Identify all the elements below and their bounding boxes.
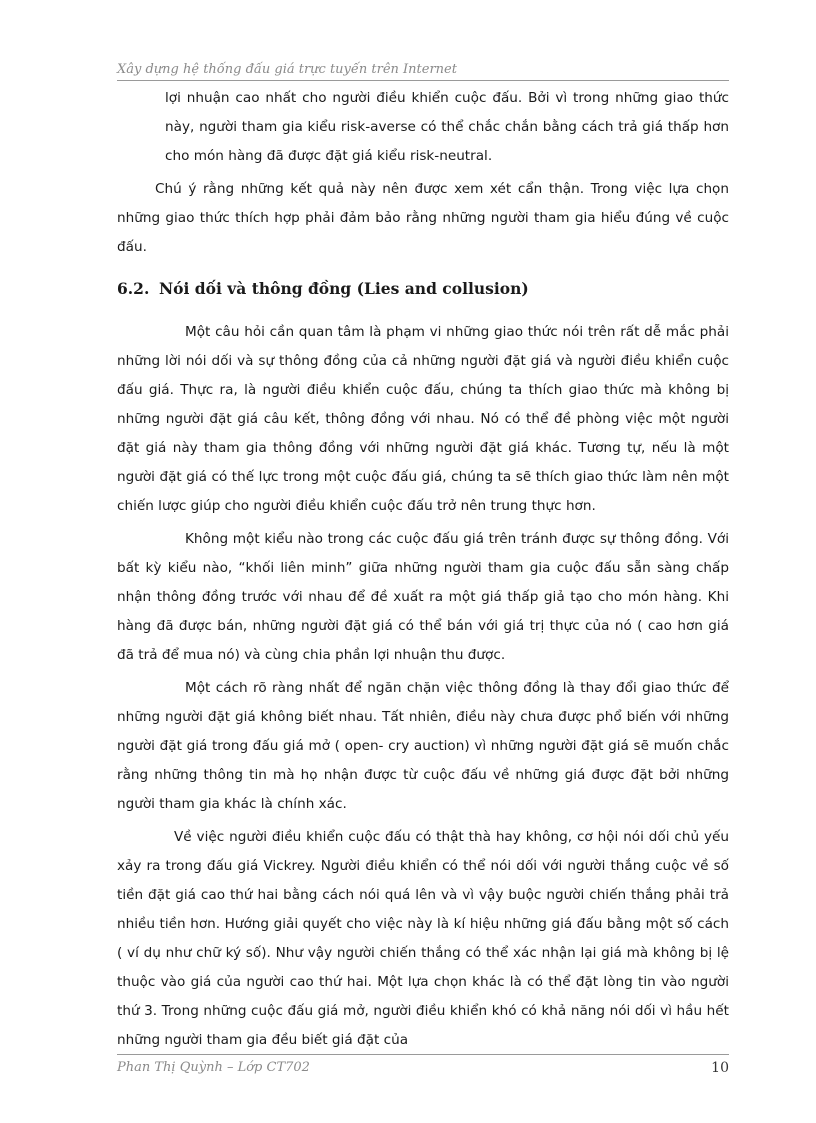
paragraph-continued: lợi nhuận cao nhất cho người điều khiển cuộc đấu. Bởi vì trong những giao thức này, người tham gia kiểu risk-averse có thể chắc chắn bằng cách trả giá thấp hơn cho món hàng đã được đặt giá kiểu risk-neutral. [165, 90, 729, 164]
page-footer [117, 1054, 729, 1076]
paragraph: Một cách rõ ràng nhất để ngăn chặn việc thông đồng là thay đổi giao thức để những người đặt giá không biết nhau. Tất nhiên, điều này chưa được phổ biến với những người đặt giá trong đấu giá mở ( open- cry auction) vì những người đặt giá sẽ muốn chắc rằng những thông tin mà họ nhận được từ cuộc đấu về những giá được đặt bởi những người tham gia khác là chính xác. [117, 680, 729, 812]
paragraph: Một câu hỏi cần quan tâm là phạm vi những giao thức nói trên rất dễ mắc phải những lời nói dối và sự thông đồng của cả những người đặt giá và người điều khiển cuộc đấu giá. Thực ra, là người điều khiển cuộc đấu, chúng ta thích giao thức mà không bị những người đặt giá câu kết, thông đồng với nhau. Nó có thể đề phòng việc một người đặt giá này tham gia thông đồng với những người đặt giá khác. Tương tự, nếu là một người đặt giá có thế lực trong một cuộc đấu giá, chúng ta sẽ thích giao thức làm nên một chiến lược giúp cho người điều khiển cuộc đấu trở nên trung thực hơn. [117, 324, 729, 514]
paragraph: Chú ý rằng những kết quả này nên được xem xét cẩn thận. Trong việc lựa chọn những giao thức thích hợp phải đảm bảo rằng những người tham gia hiểu đúng về cuộc đấu. [117, 181, 729, 255]
running-header: Xây dựng hệ thống đấu giá trực tuyến trên Internet [117, 62, 729, 81]
page-number: 10 [711, 1060, 729, 1076]
section-number: 6.2. [117, 279, 150, 298]
page-body [117, 84, 729, 1059]
section-heading [117, 277, 729, 301]
footer-author: Phan Thị Quỳnh – Lớp CT702 [117, 1060, 310, 1075]
paragraph: Không một kiểu nào trong các cuộc đấu giá trên tránh được sự thông đồng. Với bất kỳ kiểu nào, “khối liên minh” giữa những người tham gia cuộc đấu sẵn sàng chấp nhận thông đồng trước với nhau để đề xuất ra một giá thấp giả tạo cho món hàng. Khi hàng đã được bán, những người đặt giá có thể bán với giá trị thực của nó ( cao hơn giá đã trả để mua nó) và cùng chia phần lợi nhuận thu được. [117, 531, 729, 663]
paragraph: Về việc người điều khiển cuộc đấu có thật thà hay không, cơ hội nói dối chủ yếu xảy ra trong đấu giá Vickrey. Người điều khiển có thể nói dối với người thắng cuộc về số tiền đặt giá cao thứ hai bằng cách nói quá lên và vì vậy buộc người chiến thắng phải trả nhiều tiền hơn. Hướng giải quyết cho việc này là kí hiệu những giá đấu bằng một số cách ( ví dụ như chữ ký số). Như vậy người chiến thắng có thể xác nhận lại giá mà không bị lệ thuộc vào giá của người cao thứ hai. Một lựa chọn khác là có thể đặt lòng tin vào người thứ 3. Trong những cuộc đấu giá mở, người điều khiển khó có khả năng nói dối vì hầu hết những người tham gia đều biết giá đặt của [117, 829, 729, 1048]
section-title: Nói dối và thông đồng (Lies and collusion) [159, 279, 529, 298]
